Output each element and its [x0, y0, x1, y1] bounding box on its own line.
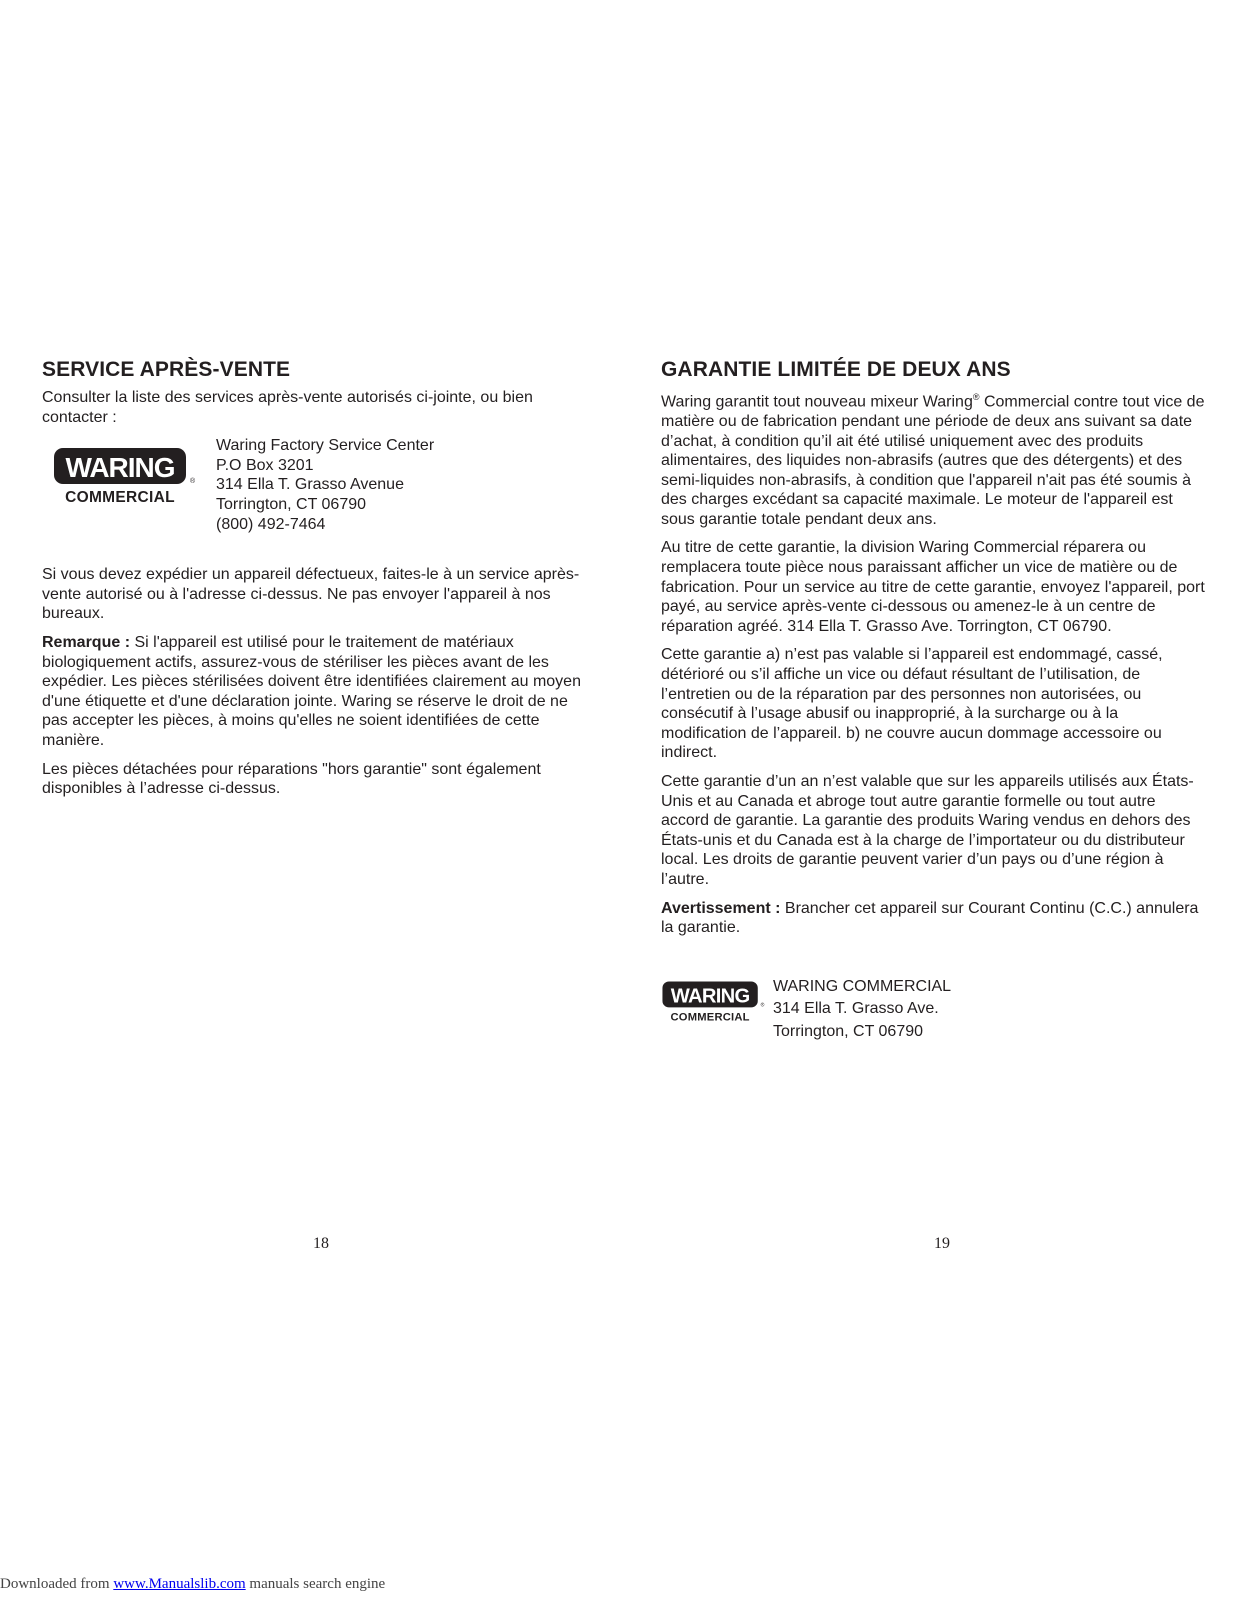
download-suffix: manuals search engine [245, 1576, 386, 1592]
remark-label: Remarque : [42, 633, 131, 651]
warranty-p1-end: Commercial contre tout vice de matière ou de fabrication pendant une période de deux ans suivant sa date d’achat, à condition qu’il ait été utilisé uniquement avec des produits alimentaires, des liquides non-abrasifs (autres que des détergents) et des semi-liquides non-abrasifs, à condition que l'appareil n'ait pas été soumis à des charges excédant sa capacité maximale. Le moteur de l'appareil est sous garantie totale pendant deux ans. [661, 393, 1205, 528]
warning-paragraph [661, 899, 1206, 938]
warning-text: Brancher cet appareil sur Courant Continu (C.C.) annulera la garantie. [661, 899, 1199, 937]
download-prefix: Downloaded from [0, 1576, 114, 1592]
download-footer [0, 1576, 385, 1593]
waring-commercial-logo-small [661, 980, 765, 1025]
page-number-right: 19 [934, 1235, 950, 1252]
warranty-contact [661, 976, 1206, 1044]
page-number-left: 18 [313, 1235, 329, 1252]
left-column [42, 358, 582, 808]
warranty-paragraph-1 [661, 388, 1206, 529]
warranty-paragraph-2: Au titre de cette garantie, la division Waring Commercial réparera ou remplacera toute pièce nous paraissant afficher un vice de matière ou de fabrication. Pour un service au titre de cette garantie, envoyez l'appareil, port payé, au service après-vente ci-dessous ou amenez-le à un centre de réparation agréé. 314 Ella T. Grasso Ave. Torrington, CT 06790. [661, 539, 1205, 635]
service-address [216, 436, 434, 534]
remark-paragraph [42, 633, 582, 751]
spare-parts-paragraph: Les pièces détachées pour réparations "hors garantie" sont également disponibles à l’adresse ci-dessus. [42, 760, 541, 798]
registered-mark: ® [972, 392, 980, 402]
manualslib-link[interactable]: www.Manualslib.com [113, 1576, 246, 1592]
address-line: WARING COMMERCIAL [773, 977, 952, 995]
address-line: 314 Ella T. Grasso Ave. [773, 1000, 939, 1018]
logo-waring-text: WARING [65, 452, 175, 484]
address-line: Waring Factory Service Center [216, 437, 435, 455]
logo-commercial-text: COMMERCIAL [670, 1011, 750, 1024]
logo-waring-text: WARING [670, 985, 750, 1008]
warning-label: Avertissement : [661, 899, 781, 917]
service-intro: Consulter la liste des services après-vente autorisés ci-jointe, ou bien contacter : [42, 389, 533, 426]
shipping-paragraph: Si vous devez expédier un appareil défectueux, faites-le à un service après-vente autorisé ou à l'adresse ci-dessus. Ne pas envoyer l'appareil à nos bureaux. [42, 566, 580, 623]
service-contact [42, 436, 582, 534]
warranty-p1-start: Waring garantit tout nouveau mixeur Waring [661, 393, 973, 411]
address-line: Torrington, CT 06790 [216, 495, 367, 513]
warranty-address [773, 976, 951, 1044]
address-line: P.O Box 3201 [216, 456, 314, 474]
address-line: Torrington, CT 06790 [773, 1022, 924, 1040]
right-column [661, 358, 1206, 1043]
service-title: SERVICE APRÈS-VENTE [42, 358, 291, 381]
logo-commercial-text: COMMERCIAL [65, 489, 175, 507]
logo-registered-mark: ® [760, 1002, 765, 1009]
remark-text: Si l'appareil est utilisé pour le traitement de matériaux biologiquement actifs, assurez-vous de stériliser les pièces avant de les expédier. Les pièces stérilisées doivent être identifiées clairement au moyen d'une étiquette et d'une déclaration jointe. Waring se réserve le droit de ne pas accepter les pièces, à moins qu'elles ne soient identifiées de cette manière. [42, 633, 581, 749]
waring-commercial-logo [52, 446, 196, 508]
logo-registered-mark: ® [190, 478, 196, 486]
warranty-paragraph-3: Cette garantie a) n’est pas valable si l’appareil est endommagé, cassé, détérioré ou s’il affiche un vice ou défaut résultant de l’utilisation, de l’entretien ou de la réparation par des personnes non autorisées, ou consécutif à l’usage abusif ou inapproprié, à la surcharge ou à la modification de l’appareil. b) ne couvre aucun dommage accessoire ou indirect. [661, 646, 1163, 762]
warranty-title: GARANTIE LIMITÉE DE DEUX ANS [661, 358, 1011, 381]
warranty-paragraph-4: Cette garantie d’un an n’est valable que sur les appareils utilisés aux États-Unis et au Canada et abroge tout autre garantie formelle ou tout autre accord de garantie. La garantie des produits Waring vendus en dehors des États-unis et du Canada est à la charge de l’importateur ou du distributeur local. Les droits de garantie peuvent varier d’un pays ou d’une région à l’autre. [661, 773, 1194, 888]
address-line: 314 Ella T. Grasso Avenue [216, 476, 404, 494]
phone-number: (800) 492-7464 [216, 515, 326, 533]
